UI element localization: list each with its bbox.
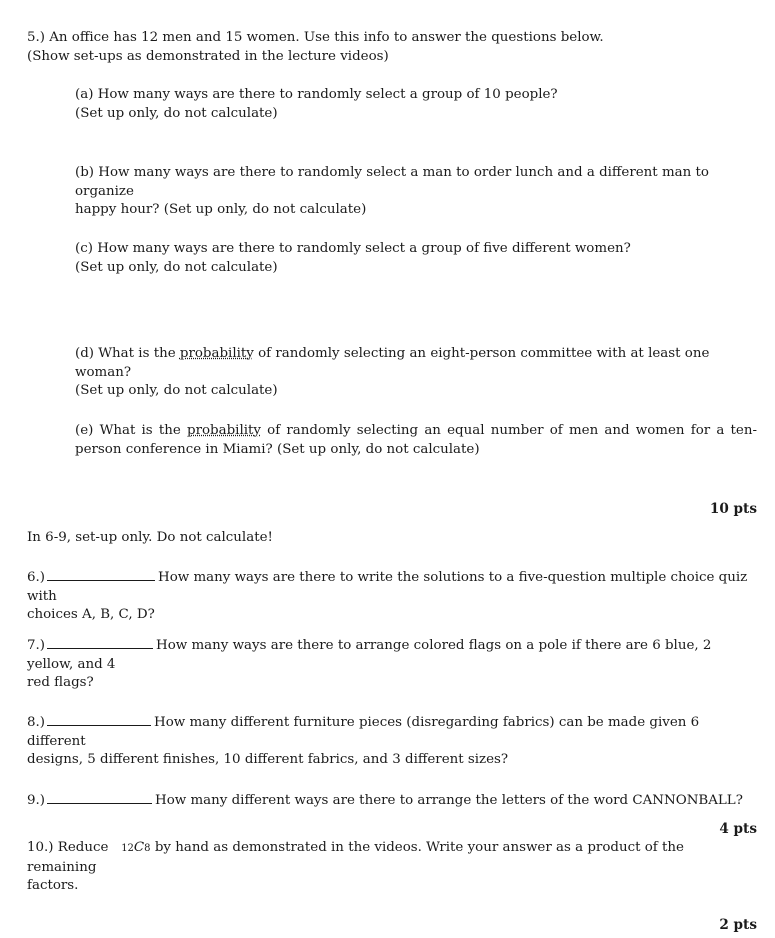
q8-text: How many different furniture pieces (disregarding fabrics) can be made given 6 different — [27, 715, 700, 749]
q7-number: 7.) — [27, 638, 46, 653]
q9-number: 9.) — [27, 793, 46, 808]
q6-line2: choices A, B, C, D? — [27, 607, 155, 622]
q5e-pre: (e) What is the — [75, 423, 187, 438]
q5e-post: of randomly selecting an equal number of men and women for a ten-person conference in Miami? (Set up only, do not calculate) — [75, 423, 757, 457]
q5a-line1: (a) How many ways are there to randomly select a group of 10 people? — [75, 87, 558, 102]
q5-line2: (Show set-ups as demonstrated in the lecture videos) — [27, 48, 389, 64]
question-5a — [75, 86, 757, 123]
q5d-line2: (Set up only, do not calculate) — [75, 383, 278, 398]
q5d-pre: (d) What is the — [75, 346, 180, 361]
q8-line2: designs, 5 different finishes, 10 different fabrics, and 3 different sizes? — [27, 752, 509, 767]
q5b-line1: (b) How many ways are there to randomly select a man to order lunch and a different man to organize — [75, 165, 709, 199]
q7-text: How many ways are there to arrange colored flags on a pole if there are 6 blue, 2 yellow, and 4 — [27, 638, 712, 672]
question-5e — [75, 422, 757, 459]
combination-k: 8 — [144, 843, 151, 854]
q8-answer-blank[interactable] — [47, 712, 151, 726]
q6-text: How many ways are there to write the solutions to a five-question multiple choice quiz with — [27, 570, 748, 604]
q6-number: 6.) — [27, 570, 46, 585]
q7-answer-blank[interactable] — [47, 635, 153, 649]
q5d-term: probability — [179, 346, 254, 361]
q5a-line2: (Set up only, do not calculate) — [75, 105, 278, 121]
question-7 — [27, 635, 752, 693]
question-8 — [27, 712, 752, 770]
q5-line1: 5.) An office has 12 men and 15 women. Use this info to answer the questions below. — [27, 30, 604, 45]
q9-answer-blank[interactable] — [47, 790, 152, 804]
q10-line2: factors. — [27, 878, 79, 893]
combination-notation — [121, 840, 150, 855]
q6-9-points: 4 pts — [719, 821, 757, 837]
q5d-post: of randomly selecting an eight-person committee with at least one woman? — [75, 346, 710, 380]
q8-number: 8.) — [27, 715, 46, 730]
q5e-term: probability — [187, 423, 261, 438]
q5d-line1 — [75, 345, 757, 382]
question-6 — [27, 567, 752, 625]
question-5b — [75, 164, 757, 220]
q10-pre: 10.) Reduce — [27, 840, 109, 855]
q5-points: 10 pts — [709, 501, 757, 517]
q10-post: by hand as demonstrated in the videos. Write your answer as a product of the remaining — [27, 840, 684, 875]
question-5-intro — [27, 29, 757, 66]
q10-points: 2 pts — [719, 917, 757, 933]
q9-text: How many different ways are there to arrange the letters of the word CANNONBALL? — [155, 793, 743, 808]
combination-c: C — [133, 840, 145, 855]
question-5c — [75, 240, 757, 277]
combination-n: 12 — [121, 843, 134, 854]
q7-line2: red flags? — [27, 675, 94, 690]
question-5d — [75, 345, 757, 401]
q6-answer-blank[interactable] — [47, 567, 155, 581]
q5c-line2: (Set up only, do not calculate) — [75, 259, 278, 275]
question-9 — [27, 790, 752, 811]
question-10 — [27, 839, 727, 896]
q5c-line1: (c) How many ways are there to randomly select a group of five different women? — [75, 241, 631, 256]
q5b-line2: happy hour? (Set up only, do not calculate) — [75, 202, 367, 217]
instructions-6-9: In 6-9, set-up only. Do not calculate! — [27, 530, 273, 545]
